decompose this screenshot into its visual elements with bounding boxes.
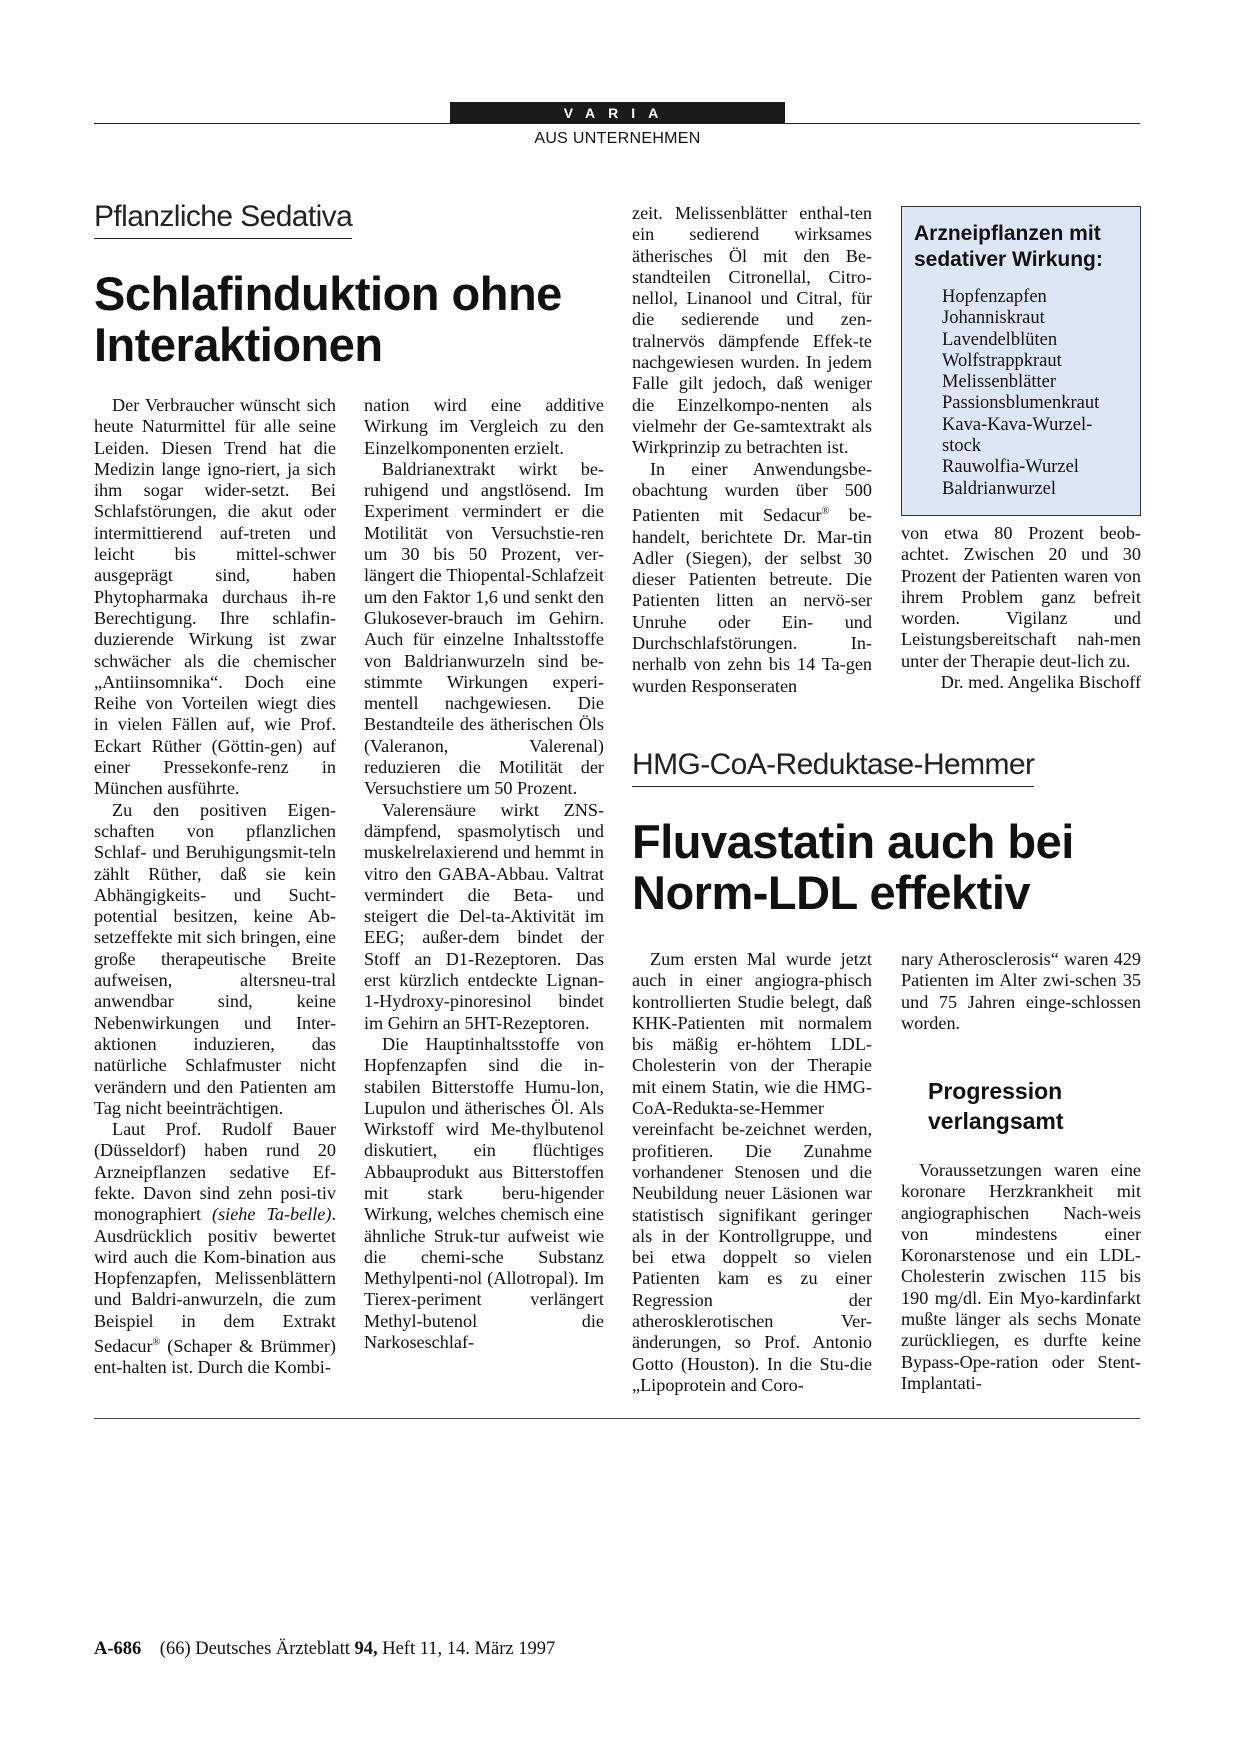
list-item: stock <box>942 436 982 457</box>
article1-headline-line2: Interaktionen <box>94 318 383 371</box>
paragraph: nation wird eine additive Wirkung im Vergleich zu den Einzelkomponenten erzielt. <box>364 395 604 458</box>
page-number: (66) <box>159 1639 191 1659</box>
journal-name: Deutsches Ärzteblatt <box>195 1639 350 1659</box>
paragraph: Baldrianextrakt wirkt be-ruhigend und angstlösend. Im Experiment vermindert er die Motilität von Versuchstie-ren um 30 bis 50 Prozent, ver-längert die Thiopental-Schlafzeit um den Faktor 1,6 und senkt den Glukosever-brauch im Gehirn. Auch für einzelne Inhaltsstoffe von Baldrianwurzeln sind be-stimmte Wirkungen experi-mentell nachgewiesen. Die Bestandteile des ätherischen Öls (Valeranon, Valerenal) reduzieren die Motilität der Versuchstiere um 50 Prozent. <box>364 458 604 799</box>
list-item: Rauwolfia-Wurzel <box>942 457 1079 478</box>
paragraph: von etwa 80 Prozent beob-achtet. Zwischen 20 und 30 Prozent der Patienten waren von ihrem Problem ganz befreit worden. Vigilanz und Leistungsbereitschaft nah-men unter der Therapie deut-lich zu. <box>901 523 1141 671</box>
list-item: Hopfenzapfen <box>942 287 1047 307</box>
article2-column-1 <box>632 949 872 1396</box>
list-item: Kava-Kava-Wurzel- <box>942 414 1093 435</box>
issue-date: Heft 11, 14. März 1997 <box>382 1639 556 1659</box>
paragraph: Zu den positiven Eigen-schaften von pflanzlichen Schlaf- und Beruhigungsmit-teln zählt Rüther, daß sie kein Abhängigkeits- und Sucht-potential besitzen, keine Ab-setzeffekte mit sich bringen, eine große therapeutische Breite aufweisen, altersneu-tral anwendbar sind, keine Nebenwirkungen und Inter-aktionen induzieren, das natürliche Schlafmuster nicht verändern und den Patienten am Tag nicht beeinträchtigen. <box>94 799 336 1118</box>
article1-column-1 <box>94 395 336 1379</box>
header-rule <box>94 123 1140 124</box>
paragraph: Laut Prof. Rudolf Bauer (Düsseldorf) haben rund 20 Arzneipflanzen sedative Ef-fekte. Davon sind zehn posi-tiv monographiert (siehe Ta-belle). Ausdrücklich positiv bewertet wird auch die Kom-bination aus Hopfenzapfen, Melissenblättern und Baldri-anwurzeln, die zum Beispiel in dem Extrakt Sedacur® (Schaper & Brümmer) ent-halten ist. Durch die Kombi- <box>94 1119 336 1378</box>
paragraph: nary Atherosclerosis“ waren 429 Patienten im Alter zwi-schen 35 und 75 Jahren einge-schlossen worden. <box>901 949 1141 1033</box>
paragraph: Zum ersten Mal wurde jetzt auch in einer angiogra-phisch kontrollierten Studie belegt, daß KHK-Patienten mit normalem bis mäßig er-höhtem LDL-Cholesterin von der Therapie mit einem Statin, wie die HMG-CoA-Reduktа-se-Hemmer vereinfacht be-zeichnet werden, profitieren. Die Zunahme vorhandener Stenosen und die Neubildung neuer Läsionen war statistisch signifikant geringer als in der Kontrollgruppe, und bei etwa doppelt so vielen Patienten kam es zu einer Regression der atherosklerotischen Ver-änderungen, so Prof. Antonio Gotto (Houston). In die Stu-die „Lipoprotein and Coro- <box>632 949 872 1395</box>
box-title: Arzneipflanzen mit sedativer Wirkung: <box>914 222 1103 271</box>
article1-headline <box>94 268 562 370</box>
article2-kicker: HMG-CoA-Reduktase-Hemmer <box>632 748 1034 787</box>
subsection-label: AUS UNTERNEHMEN <box>534 130 701 147</box>
article2-subheading: Progression verlangsamt <box>928 1078 1064 1134</box>
paragraph: Valerensäure wirkt ZNS-dämpfend, spasmolytisch und muskelrelaxierend und hemmt in vitro den GABA-Abbau. Valtrat vermindert die Beta- und steigert die Del-ta-Aktivität im EEG; außer-dem bindet der Stoff an D1-Rezeptoren. Das erst kürzlich entdeckte Lignan-1-Hydroxy-pinoresinol bindet im Gehirn an 5HT-Rezeptoren. <box>364 799 604 1033</box>
list-item: Melissenblätter <box>942 372 1057 393</box>
volume-number: 94, <box>354 1639 378 1659</box>
page-code: A-686 <box>94 1639 142 1659</box>
article1-kicker: Pflanzliche Sedativa <box>94 200 352 239</box>
list-item: Lavendelblüten <box>942 329 1058 350</box>
paragraph: Die Hauptinhaltsstoffe von Hopfenzapfen sind die in-stabilen Bitterstoffe Humu-lon, Lupulon und ätherisches Öl. Als Wirkstoff wird Me-thylbutenol diskutiert, ein flüchtiges Abbauprodukt aus Bitterstoffen mit stark beru-higender Wirkung, welches chemisch eine ähnliche Struk-tur aufweist wie die chemi-sche Substanz Methylpenti-nol (Allotropal). Im Tierex-periment verlängert Methyl-butenol die Narkoseschlaf- <box>364 1033 604 1353</box>
article1-headline-line1: Schlafinduktion ohne <box>94 267 562 320</box>
list-item: Passionsblumenkraut <box>942 393 1100 414</box>
list-item: Johanniskraut <box>942 308 1045 329</box>
article2-headline <box>632 816 1074 918</box>
paragraph: In einer Anwendungsbe-obachtung wurden über 500 Patienten mit Sedacur® be-handelt, berichtete Dr. Mar-tin Adler (Siegen), der selbst 30 dieser Patienten betreute. Die Patienten litten an nervö-ser Unruhe oder Ein- und Durchschlafstörungen. In-nerhalb von zehn bis 14 Ta-gen wurden Responseraten <box>632 458 872 696</box>
author-signature: Dr. med. Angelika Bischoff <box>940 672 1141 693</box>
paragraph: zeit. Melissenblätter enthal-ten ein sedierend wirksames ätherisches Öl mit den Be-standteilen Citronellal, Citro-nellol, Linanool und Citral, für die sedierende und zen-tralnervös dämpfende Effek-te nachgewiesen wurden. In jedem Falle gilt jedoch, daß weniger die Einzelkompo-nenten als vielmehr der Ge-samtextrakt als Wirkprinzip zu betrachten ist. <box>632 203 872 458</box>
article1-column-3 <box>632 203 872 697</box>
list-item: Wolfstrappkraut <box>942 350 1062 371</box>
list-item: Baldrianwurzel <box>942 478 1057 499</box>
article1-column-2 <box>364 395 604 1353</box>
article2-headline-line1: Fluvastatin auch bei <box>632 815 1074 868</box>
article2-headline-line2: Norm-LDL effektiv <box>632 866 1031 919</box>
table-reference: (siehe Ta-belle) <box>212 1204 332 1225</box>
paragraph: Der Verbraucher wünscht sich heute Naturmittel für alle seine Leiden. Diesen Trend hat die Medizin lange igno-riert, ja sich ihm sogar wider-setzt. Bei Schlafstörungen, die akut oder intermittierend auf-treten und leicht bis mittel-schwer ausgeprägt sind, haben Phytopharmaka durchaus ih-re Berechtigung. Ihre schlafin-duzierende Wirkung ist zwar schwächer als die chemischer „Antiinsomnika“. Doch eine Reihe von Vorteilen wiegt dies in vielen Fällen auf, wie Prof. Eckart Rüther (Göttin-gen) auf einer Pressekonfe-renz in München ausführte. <box>94 395 336 799</box>
article1-column-4 <box>901 523 1141 693</box>
paragraph: Voraussetzungen waren eine koronare Herzkrankheit mit angiographischen Nach-weis von mindestens einer Koronarstenose und ein LDL-Cholesterin zwischen 115 bis 190 mg/dl. Ein Myo-kardinfarkt mußte länger als sechs Monate zurückliegen, es durfte keine Bypass-Ope-ration oder Stent-Implantati- <box>901 1160 1141 1393</box>
section-label: VARIA <box>450 102 785 124</box>
plant-list <box>914 287 1128 500</box>
sidebar-box-medicinal-plants <box>901 206 1141 516</box>
article2-column-2 <box>901 949 1141 1034</box>
page-footer <box>94 1639 555 1660</box>
bottom-rule <box>94 1418 1140 1419</box>
article2-column-2-continued <box>901 1160 1141 1394</box>
